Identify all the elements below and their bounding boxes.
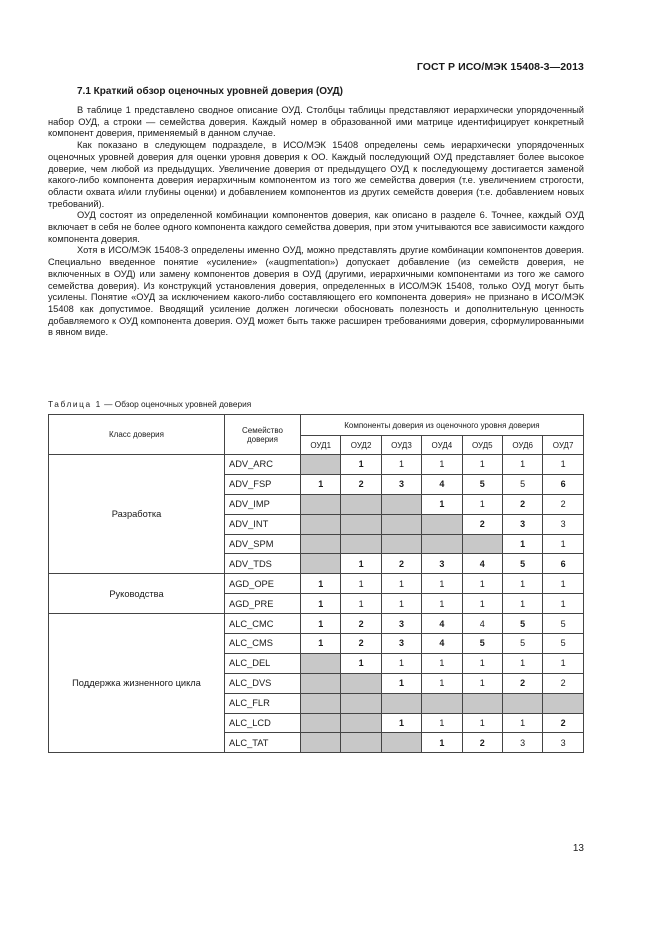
component-level-cell: 1 — [422, 713, 462, 733]
assurance-class-cell: Разработка — [49, 455, 225, 574]
empty-component-cell — [381, 693, 421, 713]
assurance-family-cell: ADV_INT — [225, 514, 301, 534]
empty-component-cell — [341, 693, 381, 713]
component-level-cell: 2 — [543, 673, 583, 693]
component-level-cell: 1 — [543, 455, 583, 475]
empty-component-cell — [422, 534, 462, 554]
component-level-cell: 1 — [422, 594, 462, 614]
component-level-cell: 1 — [341, 554, 381, 574]
assurance-family-cell: ADV_ARC — [225, 455, 301, 475]
component-level-cell: 2 — [462, 733, 502, 753]
empty-component-cell — [422, 693, 462, 713]
component-level-cell: 1 — [462, 494, 502, 514]
component-level-cell: 4 — [462, 554, 502, 574]
assurance-family-cell: ALC_DVS — [225, 673, 301, 693]
component-level-cell: 1 — [462, 673, 502, 693]
empty-component-cell — [381, 514, 421, 534]
empty-component-cell — [381, 733, 421, 753]
component-level-cell: 1 — [543, 594, 583, 614]
table-caption — [48, 399, 251, 409]
component-level-cell: 1 — [502, 713, 542, 733]
component-level-cell: 4 — [422, 474, 462, 494]
document-header: ГОСТ Р ИСО/МЭК 15408-3—2013 — [416, 61, 584, 73]
assurance-family-cell: ALC_TAT — [225, 733, 301, 753]
empty-component-cell — [301, 494, 341, 514]
eal-summary-table — [48, 414, 584, 753]
assurance-family-cell: ADV_FSP — [225, 474, 301, 494]
assurance-family-cell: ALC_LCD — [225, 713, 301, 733]
empty-component-cell — [341, 534, 381, 554]
component-level-cell: 2 — [381, 554, 421, 574]
component-level-cell: 1 — [462, 653, 502, 673]
paragraph: Хотя в ИСО/МЭК 15408-3 определены именно ОУД, можно представлять другие комбинации компонентов доверия. Специально введенное понятие «усиление» («augmentation») допускает добавление (из семейств доверия, не включенных в ОУД) или замену компонентов доверия в ОУД (другими, иерархичными компонентами из того же самого семейства доверия). Из конструкций установления доверия, определенных в ИСО/МЭК 15408, только ОУД могут быть усилены. Понятие «ОУД за исключением какого-либо составляющего его компонента доверия» не признано в ИСО/МЭК 15408 как допустимое. Вводящий усиление должен логически обосновать полезность и дополнительную ценность добавляемого к ОУД компонента доверия. ОУД может быть также расширен требованиями доверия, сформулированными в явном виде. — [48, 245, 584, 338]
component-level-cell: 1 — [301, 474, 341, 494]
header-assurance-class: Класс доверия — [49, 415, 225, 455]
component-level-cell: 5 — [543, 634, 583, 654]
eal-column-header: ОУД2 — [341, 436, 381, 455]
component-level-cell: 2 — [502, 673, 542, 693]
empty-component-cell — [462, 693, 502, 713]
component-level-cell: 1 — [422, 494, 462, 514]
body-text — [48, 105, 584, 339]
component-level-cell: 2 — [502, 494, 542, 514]
component-level-cell: 1 — [543, 653, 583, 673]
table-row — [49, 455, 584, 475]
paragraph: Как показано в следующем подразделе, в ИСО/МЭК 15408 определены семь иерархически упорядоченных оценочных уровней доверия для оценки уровня доверия к ОО. Каждый последующий ОУД представляет более высокое доверие, чем любой из предыдущих. Увеличение доверия от предыдущего ОУД к последующему достигается заменой какого-либо компонента доверия иерархичным компонентом из того же семейства доверия (т.е. увеличением строгости, области охвата и/или глубины оценки) и добавлением компонентов из других семейств доверия (т.е. добавлением новых требований). — [48, 140, 584, 209]
component-level-cell: 5 — [462, 634, 502, 654]
component-level-cell: 1 — [422, 574, 462, 594]
component-level-cell: 3 — [381, 634, 421, 654]
component-level-cell: 5 — [543, 614, 583, 634]
component-level-cell: 1 — [502, 455, 542, 475]
component-level-cell: 1 — [341, 574, 381, 594]
component-level-cell: 1 — [462, 713, 502, 733]
component-level-cell: 1 — [341, 594, 381, 614]
header-family-line2: доверия — [247, 434, 278, 444]
component-level-cell: 1 — [381, 594, 421, 614]
assurance-family-cell: AGD_PRE — [225, 594, 301, 614]
empty-component-cell — [341, 494, 381, 514]
component-level-cell: 3 — [502, 733, 542, 753]
component-level-cell: 1 — [381, 653, 421, 673]
table-body — [49, 455, 584, 753]
eal-column-header: ОУД6 — [502, 436, 542, 455]
component-level-cell: 1 — [381, 574, 421, 594]
empty-component-cell — [381, 494, 421, 514]
header-components-group: Компоненты доверия из оценочного уровня доверия — [301, 415, 584, 436]
paragraph: ОУД состоят из определенной комбинации компонентов доверия, как описано в разделе 6. Точнее, каждый ОУД включает в себя не более одного компонента каждого семейства доверия, при этом учитываются все зависимости каждого компонента доверия. — [48, 210, 584, 244]
empty-component-cell — [301, 534, 341, 554]
component-level-cell: 2 — [543, 713, 583, 733]
component-level-cell: 1 — [301, 614, 341, 634]
component-level-cell: 2 — [462, 514, 502, 534]
assurance-family-cell: ADV_IMP — [225, 494, 301, 514]
component-level-cell: 4 — [462, 614, 502, 634]
empty-component-cell — [301, 554, 341, 574]
component-level-cell: 1 — [543, 534, 583, 554]
component-level-cell: 2 — [543, 494, 583, 514]
component-level-cell: 1 — [422, 733, 462, 753]
component-level-cell: 1 — [543, 574, 583, 594]
component-level-cell: 1 — [301, 574, 341, 594]
assurance-family-cell: ALC_DEL — [225, 653, 301, 673]
component-level-cell: 1 — [502, 594, 542, 614]
component-level-cell: 6 — [543, 554, 583, 574]
component-level-cell: 5 — [502, 474, 542, 494]
empty-component-cell — [301, 713, 341, 733]
assurance-class-cell: Руководства — [49, 574, 225, 614]
eal-column-header: ОУД4 — [422, 436, 462, 455]
component-level-cell: 5 — [502, 634, 542, 654]
header-assurance-family — [225, 415, 301, 455]
component-level-cell: 1 — [462, 455, 502, 475]
component-level-cell: 3 — [543, 733, 583, 753]
eal-column-header: ОУД3 — [381, 436, 421, 455]
component-level-cell: 2 — [341, 474, 381, 494]
empty-component-cell — [301, 514, 341, 534]
component-level-cell: 3 — [502, 514, 542, 534]
empty-component-cell — [301, 693, 341, 713]
assurance-family-cell: ALC_CMC — [225, 614, 301, 634]
component-level-cell: 1 — [502, 653, 542, 673]
header-family-line1: Семейство — [242, 425, 283, 435]
table-row — [49, 614, 584, 634]
empty-component-cell — [381, 534, 421, 554]
empty-component-cell — [301, 733, 341, 753]
empty-component-cell — [422, 514, 462, 534]
empty-component-cell — [301, 455, 341, 475]
empty-component-cell — [301, 653, 341, 673]
empty-component-cell — [341, 713, 381, 733]
table-caption-text: — Обзор оценочных уровней доверия — [104, 399, 252, 409]
empty-component-cell — [301, 673, 341, 693]
page-number: 13 — [572, 843, 584, 854]
component-level-cell: 3 — [381, 614, 421, 634]
empty-component-cell — [341, 514, 381, 534]
component-level-cell: 1 — [462, 574, 502, 594]
component-level-cell: 1 — [341, 653, 381, 673]
component-level-cell: 1 — [381, 713, 421, 733]
assurance-family-cell: ALC_FLR — [225, 693, 301, 713]
component-level-cell: 2 — [341, 614, 381, 634]
eal-column-header: ОУД1 — [301, 436, 341, 455]
eal-column-header: ОУД5 — [462, 436, 502, 455]
component-level-cell: 6 — [543, 474, 583, 494]
empty-component-cell — [341, 673, 381, 693]
assurance-family-cell: ADV_SPM — [225, 534, 301, 554]
empty-component-cell — [341, 733, 381, 753]
component-level-cell: 3 — [422, 554, 462, 574]
empty-component-cell — [462, 534, 502, 554]
component-level-cell: 5 — [502, 614, 542, 634]
component-level-cell: 3 — [543, 514, 583, 534]
component-level-cell: 2 — [341, 634, 381, 654]
component-level-cell: 1 — [381, 673, 421, 693]
component-level-cell: 4 — [422, 614, 462, 634]
component-level-cell: 1 — [422, 673, 462, 693]
component-level-cell: 1 — [301, 594, 341, 614]
eal-column-header: ОУД7 — [543, 436, 583, 455]
table-caption-label: Таблица 1 — [48, 399, 102, 409]
component-level-cell: 1 — [462, 594, 502, 614]
component-level-cell: 5 — [502, 554, 542, 574]
component-level-cell: 1 — [422, 455, 462, 475]
empty-component-cell — [502, 693, 542, 713]
component-level-cell: 4 — [422, 634, 462, 654]
component-level-cell: 5 — [462, 474, 502, 494]
table-row — [49, 574, 584, 594]
component-level-cell: 1 — [422, 653, 462, 673]
section-title: 7.1 Краткий обзор оценочных уровней доверия (ОУД) — [77, 86, 343, 97]
component-level-cell: 1 — [301, 634, 341, 654]
assurance-family-cell: ALC_CMS — [225, 634, 301, 654]
component-level-cell: 1 — [341, 455, 381, 475]
component-level-cell: 1 — [502, 574, 542, 594]
assurance-class-cell: Поддержка жизненного цикла — [49, 614, 225, 753]
component-level-cell: 3 — [381, 474, 421, 494]
paragraph: В таблице 1 представлено сводное описание ОУД. Столбцы таблицы представляют иерархически упорядоченный набор ОУД, а строки — семейства доверия. Каждый номер в образованной ими матрице идентифицирует конкретный компонент доверия, применяемый в данном случае. — [48, 105, 584, 139]
empty-component-cell — [543, 693, 583, 713]
assurance-family-cell: AGD_OPE — [225, 574, 301, 594]
component-level-cell: 1 — [381, 455, 421, 475]
component-level-cell: 1 — [502, 534, 542, 554]
assurance-family-cell: ADV_TDS — [225, 554, 301, 574]
